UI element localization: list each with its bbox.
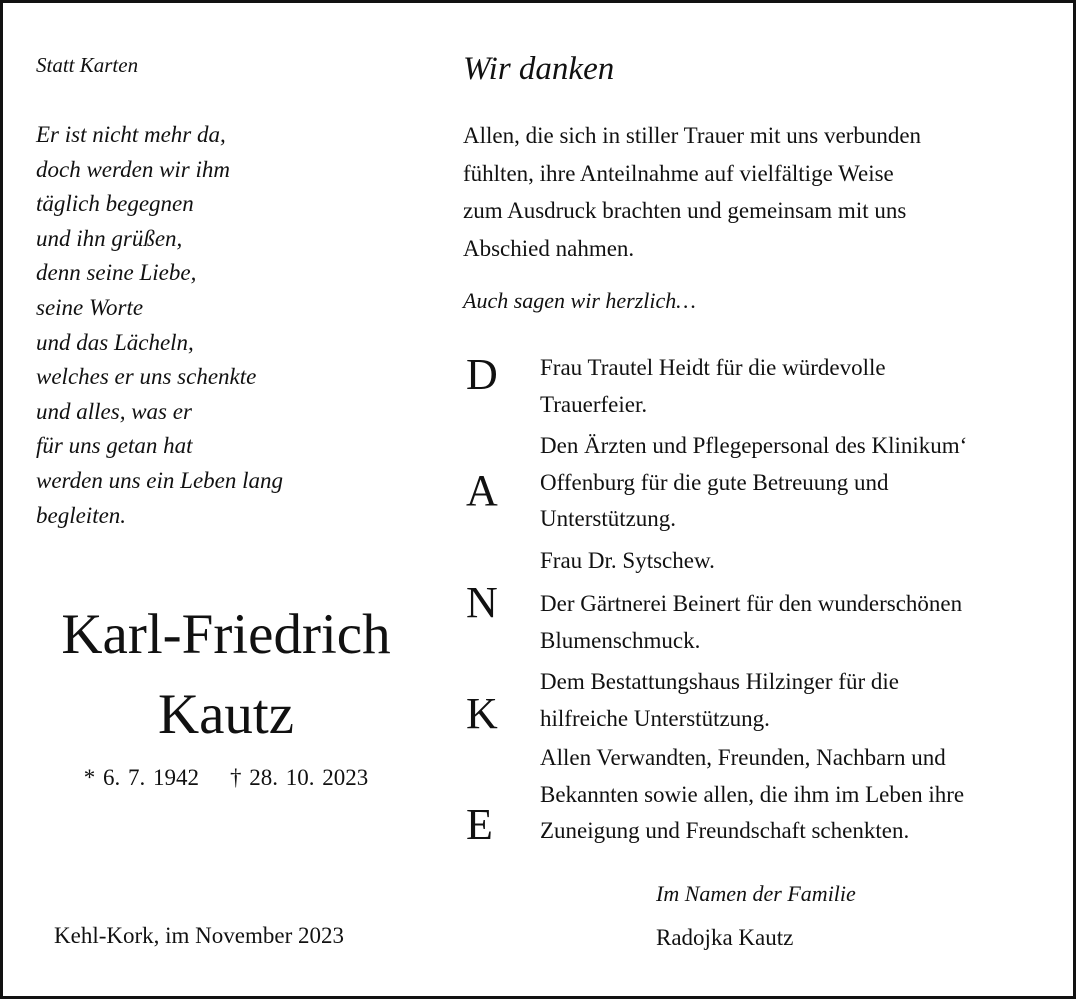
- poem-line: und das Lächeln,: [36, 329, 194, 355]
- poem: [36, 118, 283, 533]
- poem-line: begleiten.: [36, 502, 127, 528]
- entry-line: Bekannten sowie allen, die ihm im Leben ihre: [540, 781, 965, 807]
- entry-line: hilfreiche Unterstützung.: [540, 705, 770, 731]
- poem-line: werden uns ein Leben lang: [36, 467, 284, 493]
- danke-letter-k: K: [466, 689, 498, 738]
- poem-line: und alles, was er: [36, 398, 192, 424]
- entry-line: Frau Dr. Sytschew.: [540, 548, 715, 573]
- intro-line: Abschied nahmen.: [463, 235, 635, 261]
- entry-line: Blumenschmuck.: [540, 627, 701, 653]
- intro-line: Allen, die sich in stiller Trauer mit uns verbunden: [463, 123, 922, 148]
- entry-line: Trauerfeier.: [540, 391, 648, 417]
- thanks-heading: Wir danken: [463, 51, 615, 87]
- entry-line: Allen Verwandten, Freunden, Nachbarn und: [540, 745, 946, 770]
- entry-line: Dem Bestattungshaus Hilzinger für die: [540, 669, 899, 694]
- auch-sagen-line: Auch sagen wir herzlich…: [463, 288, 696, 313]
- thanks-entry: [540, 586, 962, 659]
- deceased-first-name: Karl-Friedrich: [61, 603, 391, 666]
- poem-line: und ihn grüßen,: [36, 225, 183, 251]
- danke-letter-d: D: [466, 350, 498, 399]
- deceased-last-name: Kautz: [157, 683, 295, 746]
- entry-line: Offenburg für die gute Betreuung und: [540, 469, 889, 495]
- poem-line: doch werden wir ihm: [36, 156, 230, 182]
- entry-line: Den Ärzten und Pflegepersonal des Klinikum‘: [540, 433, 968, 458]
- poem-line: seine Worte: [36, 294, 144, 320]
- poem-line: denn seine Liebe,: [36, 260, 197, 286]
- danke-letter-e: E: [466, 800, 493, 849]
- thanks-entry: [540, 664, 899, 737]
- life-dates: * 6. 7. 1942 † 28. 10. 2023: [83, 765, 369, 790]
- poem-line: täglich begegnen: [36, 191, 194, 217]
- signer-name: Radojka Kautz: [656, 925, 794, 950]
- entry-line: Der Gärtnerei Beinert für den wunderschönen: [540, 591, 963, 616]
- entry-line: Frau Trautel Heidt für die würdevolle: [540, 355, 886, 380]
- intro-line: fühlten, ihre Anteilnahme auf vielfältige Weise: [463, 160, 894, 186]
- thanks-entry: [540, 740, 964, 850]
- poem-line: für uns getan hat: [36, 433, 193, 459]
- thanks-entry: [540, 350, 886, 423]
- thanks-entry: [540, 428, 967, 538]
- entry-line: Zuneigung und Freundschaft schenkten.: [540, 818, 910, 843]
- poem-line: Er ist nicht mehr da,: [36, 122, 226, 147]
- family-line: Im Namen der Familie: [656, 881, 856, 906]
- thanks-entry: [540, 543, 715, 580]
- danke-letter-a: A: [466, 466, 498, 515]
- entry-line: Unterstützung.: [540, 506, 677, 531]
- place-and-date: Kehl-Kork, im November 2023: [54, 923, 344, 948]
- danke-letter-n: N: [466, 578, 498, 627]
- thanks-intro: [463, 117, 921, 267]
- intro-line: zum Ausdruck brachten und gemeinsam mit uns: [463, 198, 907, 223]
- statt-karten-label: Statt Karten: [36, 53, 139, 77]
- poem-line: welches er uns schenkte: [36, 364, 257, 390]
